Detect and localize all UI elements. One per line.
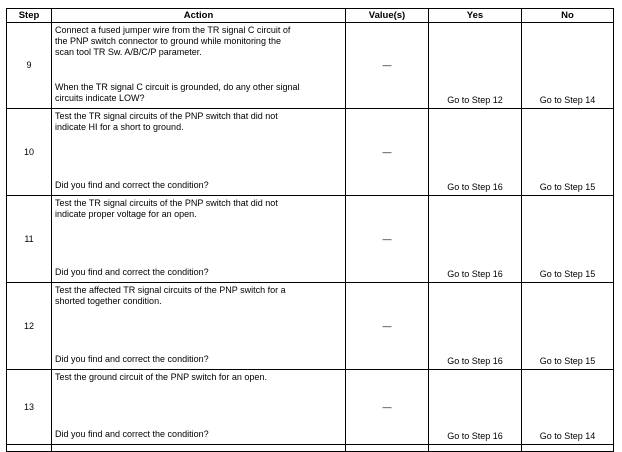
step-number: 13 bbox=[7, 370, 52, 445]
action-cell bbox=[52, 196, 346, 283]
header-no: No bbox=[522, 9, 614, 23]
action-line: the PNP switch connector to ground while monitoring the bbox=[55, 36, 281, 46]
action-cell bbox=[52, 283, 346, 370]
no-cell: Go to Step 15 bbox=[522, 109, 614, 196]
action-text bbox=[55, 285, 342, 307]
action-line: Test the TR signal circuits of the PNP switch that did not bbox=[55, 198, 278, 208]
partial-cell bbox=[522, 445, 614, 452]
table-row bbox=[7, 283, 614, 370]
question-line: Did you find and correct the condition? bbox=[55, 267, 209, 277]
no-cell: Go to Step 15 bbox=[522, 283, 614, 370]
action-cell bbox=[52, 23, 346, 109]
step-number: 9 bbox=[7, 23, 52, 109]
question-text bbox=[55, 429, 342, 440]
question-text bbox=[55, 82, 342, 104]
header-action: Action bbox=[52, 9, 346, 23]
action-line: indicate HI for a short to ground. bbox=[55, 122, 184, 132]
action-cell bbox=[52, 370, 346, 445]
value-cell: — bbox=[346, 283, 429, 370]
partial-cell bbox=[7, 445, 52, 452]
value-cell: — bbox=[346, 370, 429, 445]
no-cell: Go to Step 15 bbox=[522, 196, 614, 283]
action-line: Test the TR signal circuits of the PNP switch that did not bbox=[55, 111, 278, 121]
yes-cell: Go to Step 16 bbox=[429, 196, 522, 283]
diagnostic-table bbox=[6, 8, 614, 452]
action-line: indicate proper voltage for an open. bbox=[55, 209, 197, 219]
action-cell bbox=[52, 109, 346, 196]
partial-cell bbox=[52, 445, 346, 452]
action-line: Connect a fused jumper wire from the TR signal C circuit of bbox=[55, 25, 291, 35]
table-row bbox=[7, 23, 614, 109]
action-line: Test the affected TR signal circuits of the PNP switch for a bbox=[55, 285, 286, 295]
value-cell: — bbox=[346, 109, 429, 196]
partial-cell bbox=[429, 445, 522, 452]
table-row-partial bbox=[7, 445, 614, 452]
value-cell: — bbox=[346, 196, 429, 283]
step-number: 12 bbox=[7, 283, 52, 370]
step-number: 11 bbox=[7, 196, 52, 283]
yes-cell: Go to Step 12 bbox=[429, 23, 522, 109]
table-row bbox=[7, 370, 614, 445]
action-line: scan tool TR Sw. A/B/C/P parameter. bbox=[55, 47, 202, 57]
question-text bbox=[55, 267, 342, 278]
action-line: Test the ground circuit of the PNP switch for an open. bbox=[55, 372, 267, 382]
table-header-row bbox=[7, 9, 614, 23]
no-cell: Go to Step 14 bbox=[522, 370, 614, 445]
question-line: When the TR signal C circuit is grounded, do any other signal bbox=[55, 82, 300, 92]
no-cell: Go to Step 14 bbox=[522, 23, 614, 109]
value-cell: — bbox=[346, 23, 429, 109]
table-row bbox=[7, 109, 614, 196]
question-text bbox=[55, 180, 342, 191]
action-text bbox=[55, 372, 342, 383]
header-values: Value(s) bbox=[346, 9, 429, 23]
question-line: circuits indicate LOW? bbox=[55, 93, 145, 103]
header-step: Step bbox=[7, 9, 52, 23]
step-number: 10 bbox=[7, 109, 52, 196]
question-line: Did you find and correct the condition? bbox=[55, 180, 209, 190]
question-text bbox=[55, 354, 342, 365]
question-line: Did you find and correct the condition? bbox=[55, 354, 209, 364]
yes-cell: Go to Step 16 bbox=[429, 109, 522, 196]
action-text bbox=[55, 198, 342, 220]
header-yes: Yes bbox=[429, 9, 522, 23]
action-text bbox=[55, 111, 342, 133]
action-line: shorted together condition. bbox=[55, 296, 162, 306]
action-text bbox=[55, 25, 342, 58]
yes-cell: Go to Step 16 bbox=[429, 370, 522, 445]
partial-cell bbox=[346, 445, 429, 452]
yes-cell: Go to Step 16 bbox=[429, 283, 522, 370]
question-line: Did you find and correct the condition? bbox=[55, 429, 209, 439]
table-row bbox=[7, 196, 614, 283]
